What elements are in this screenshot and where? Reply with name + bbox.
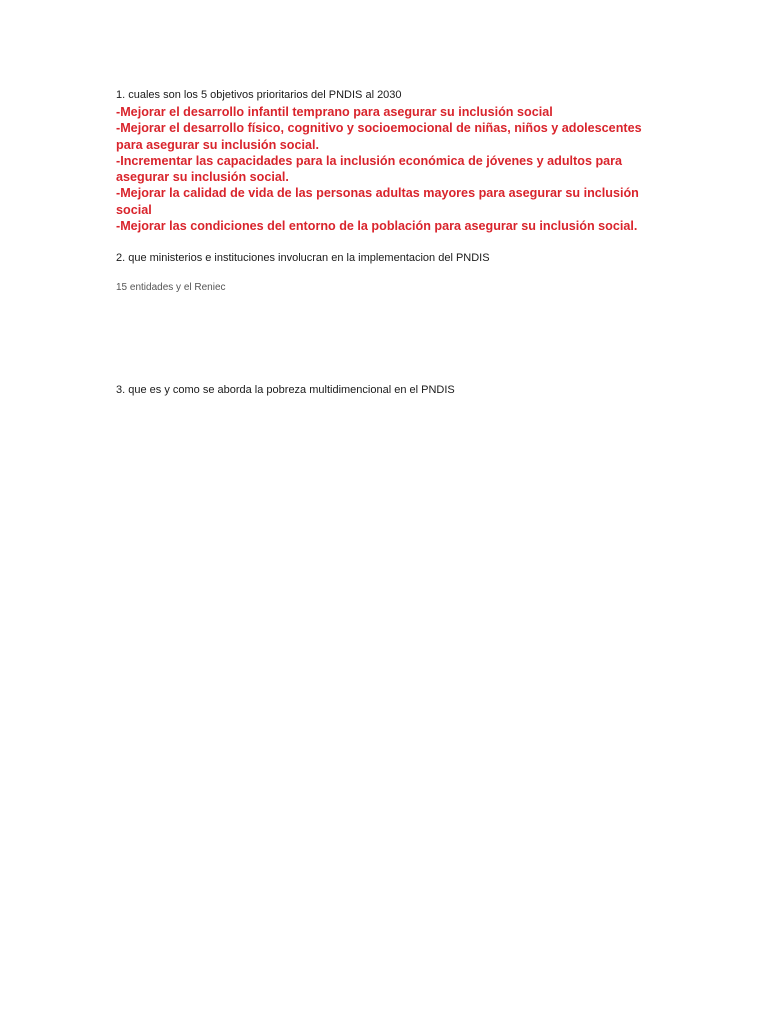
question-1: 1. cuales son los 5 objetivos prioritarios del PNDIS al 2030 (116, 89, 402, 101)
answer-2: 15 entidades y el Reniec (116, 282, 226, 294)
answer-item: -Incrementar las capacidades para la inclusión económica de jóvenes y adultos para asegurar su inclusión social. (116, 153, 623, 185)
question-2: 2. que ministerios e instituciones involucran en la implementacion del PNDIS (116, 252, 490, 265)
question-3: 3. que es y como se aborda la pobreza multidimencional en el PNDIS (116, 384, 455, 397)
answer-item: -Mejorar la calidad de vida de las personas adultas mayores para asegurar su inclusión social (116, 186, 639, 217)
answer-list-1 (116, 104, 656, 234)
answer-item: -Mejorar el desarrollo infantil temprano para asegurar su inclusión social (116, 105, 553, 119)
answer-item: -Mejorar las condiciones del entorno de la población para asegurar su inclusión social. (116, 219, 638, 234)
document-content (116, 88, 656, 397)
answer-item: -Mejorar el desarrollo físico, cognitivo y socioemocional de niñas, niños y adolescentes para asegurar su inclusión social. (116, 121, 642, 152)
